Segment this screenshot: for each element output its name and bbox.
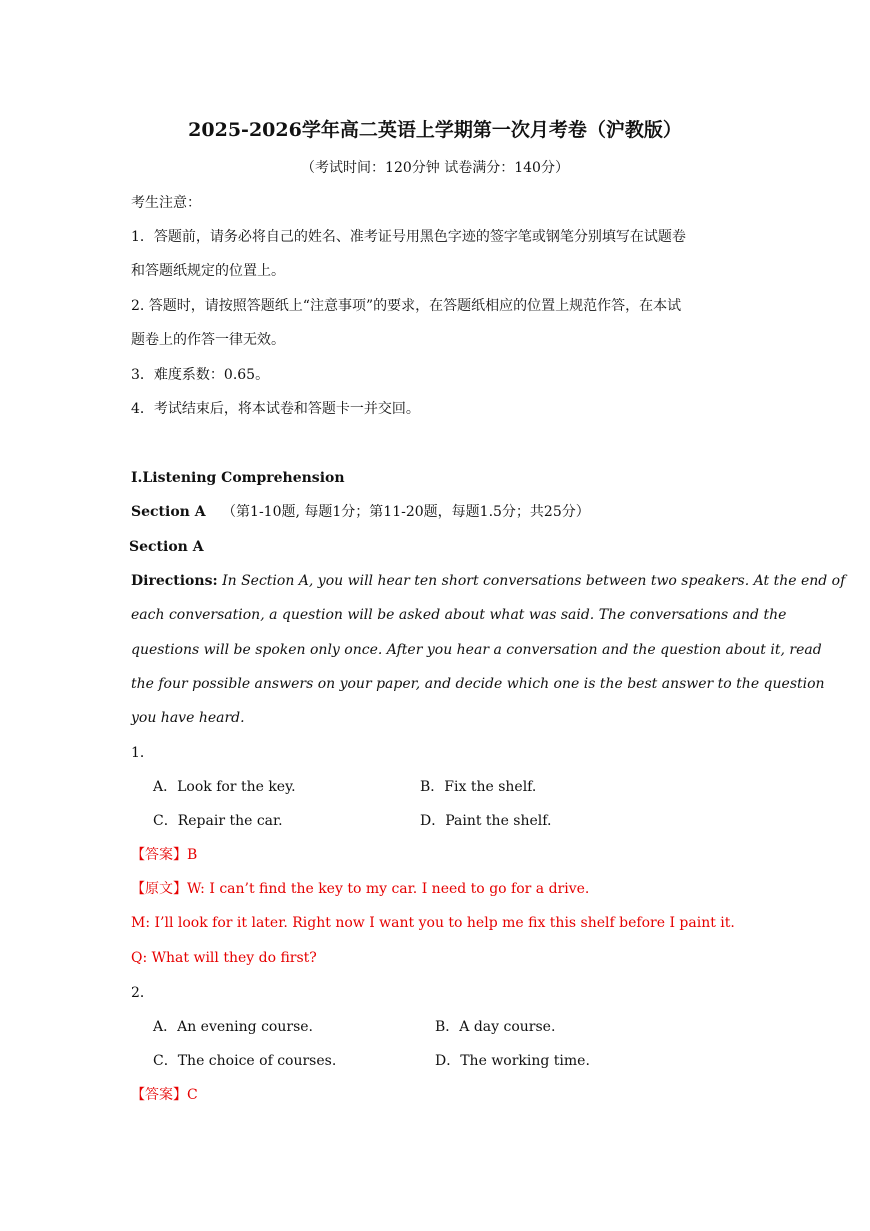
directions-line: Directions: In Section A, you will hear ten short conversations between two speakers. At the end of bbox=[131, 573, 846, 589]
answer: 【答案】B bbox=[131, 847, 198, 863]
section-label: Section A bbox=[131, 504, 206, 520]
part-heading: I.Listening Comprehension bbox=[131, 470, 345, 486]
option-c: C．The choice of courses. bbox=[153, 1053, 337, 1069]
option-d: D．Paint the shelf. bbox=[420, 813, 552, 829]
page-title: 2025-2026学年高二英语上学期第一次月考卷（沪教版） bbox=[188, 119, 682, 141]
section-scoring: （第1-10题, 每题1分；第11-20题，每题1.5分；共25分） bbox=[222, 504, 590, 520]
question-number: 2． bbox=[131, 985, 154, 1001]
exam-info: （考试时间：120分钟 试卷满分：140分） bbox=[301, 160, 569, 176]
directions-line: the four possible answers on your paper, and decide which one is the best answer to the question bbox=[131, 676, 825, 692]
option-d: D．The working time. bbox=[435, 1053, 590, 1069]
notice-item: 1．答题前，请务必将自己的姓名、准考证号用黑色字迹的签字笔或钢笔分别填写在试题卷 bbox=[131, 229, 686, 245]
option-a: A．An evening course. bbox=[153, 1019, 313, 1035]
question-number: 1． bbox=[131, 745, 154, 761]
transcript-line: M: I’ll look for it later. Right now I want you to help me fix this shelf before I paint it. bbox=[131, 915, 735, 931]
answer: 【答案】C bbox=[131, 1087, 198, 1103]
section-info-line bbox=[131, 502, 590, 522]
transcript-line: 【原文】W: I can’t find the key to my car. I need to go for a drive. bbox=[131, 881, 590, 897]
option-a: A．Look for the key. bbox=[153, 779, 296, 795]
option-c: C．Repair the car. bbox=[153, 813, 283, 829]
directions-line: each conversation, a question will be asked about what was said. The conversations and the bbox=[131, 607, 787, 623]
directions-line: questions will be spoken only once. After you hear a conversation and the question about it, read bbox=[131, 642, 822, 658]
notice-item: 4．考试结束后，将本试卷和答题卡一并交回。 bbox=[131, 401, 420, 417]
directions-label: Directions: bbox=[131, 573, 218, 589]
option-b: B．Fix the shelf. bbox=[420, 779, 537, 795]
transcript-question: Q: What will they do first? bbox=[131, 950, 317, 966]
option-b: B．A day course. bbox=[435, 1019, 556, 1035]
notice-item: 3．难度系数：0.65。 bbox=[131, 367, 270, 383]
directions-line: you have heard. bbox=[131, 710, 245, 726]
notice-item: 2. 答题时，请按照答题纸上“注意事项”的要求，在答题纸相应的位置上规范作答，在本试 bbox=[131, 298, 682, 314]
transcript-label: 【原文】 bbox=[131, 881, 187, 897]
section-heading: Section A bbox=[129, 539, 204, 555]
notice-item: 题卷上的作答一律无效。 bbox=[131, 332, 285, 348]
notice-heading: 考生注意： bbox=[131, 195, 201, 211]
notice-item: 和答题纸规定的位置上。 bbox=[131, 263, 285, 279]
